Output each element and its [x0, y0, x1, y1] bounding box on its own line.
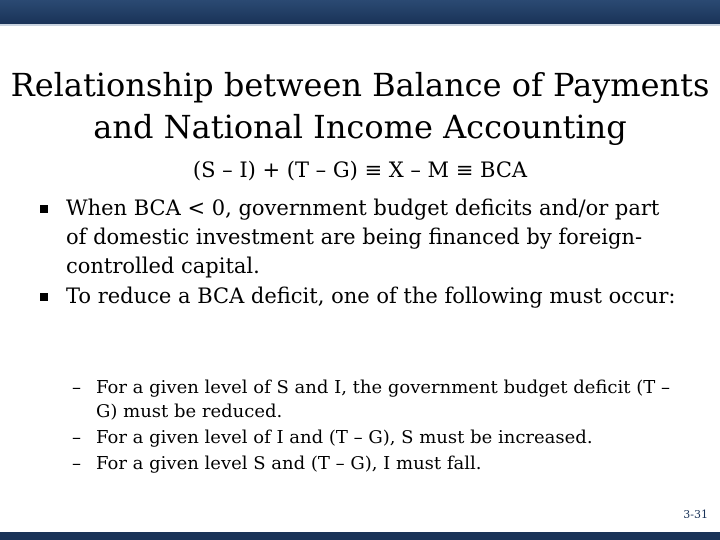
bullet-text: To reduce a BCA deficit, one of the following must occur:: [66, 284, 676, 308]
sub-bullet-list: [70, 376, 690, 478]
bullet-text: When BCA < 0, government budget deficits and/or part of domestic investment are being financed by foreign-controlled capital.: [66, 196, 660, 278]
top-header-band: [0, 0, 720, 24]
footer-band: [0, 532, 720, 540]
dash-bullet-icon: –: [72, 427, 81, 448]
bullet-item: [36, 282, 676, 311]
main-bullet-list: [36, 194, 676, 312]
sub-bullet-text: For a given level S and (T – G), I must fall.: [96, 453, 482, 474]
slide-title-line-1: Relationship between Balance of Payments: [10, 66, 710, 104]
sub-bullet-item: [70, 452, 690, 476]
slide-title: [0, 64, 720, 148]
bca-equation: (S – I) + (T – G) ≡ X – M ≡ BCA: [192, 158, 528, 182]
square-bullet-icon: [40, 293, 48, 301]
square-bullet-icon: [40, 205, 48, 213]
slide-number: 3-31: [683, 508, 708, 521]
sub-bullet-text: For a given level of I and (T – G), S must be increased.: [96, 427, 593, 448]
slide-title-line-2: and National Income Accounting: [93, 108, 627, 146]
header-divider: [0, 24, 720, 26]
dash-bullet-icon: –: [72, 377, 81, 398]
dash-bullet-icon: –: [72, 453, 81, 474]
sub-bullet-item: [70, 426, 690, 450]
sub-bullet-item: [70, 376, 690, 424]
sub-bullet-text: For a given level of S and I, the government budget deficit (T – G) must be reduced.: [96, 377, 670, 422]
bullet-item: [36, 194, 676, 281]
